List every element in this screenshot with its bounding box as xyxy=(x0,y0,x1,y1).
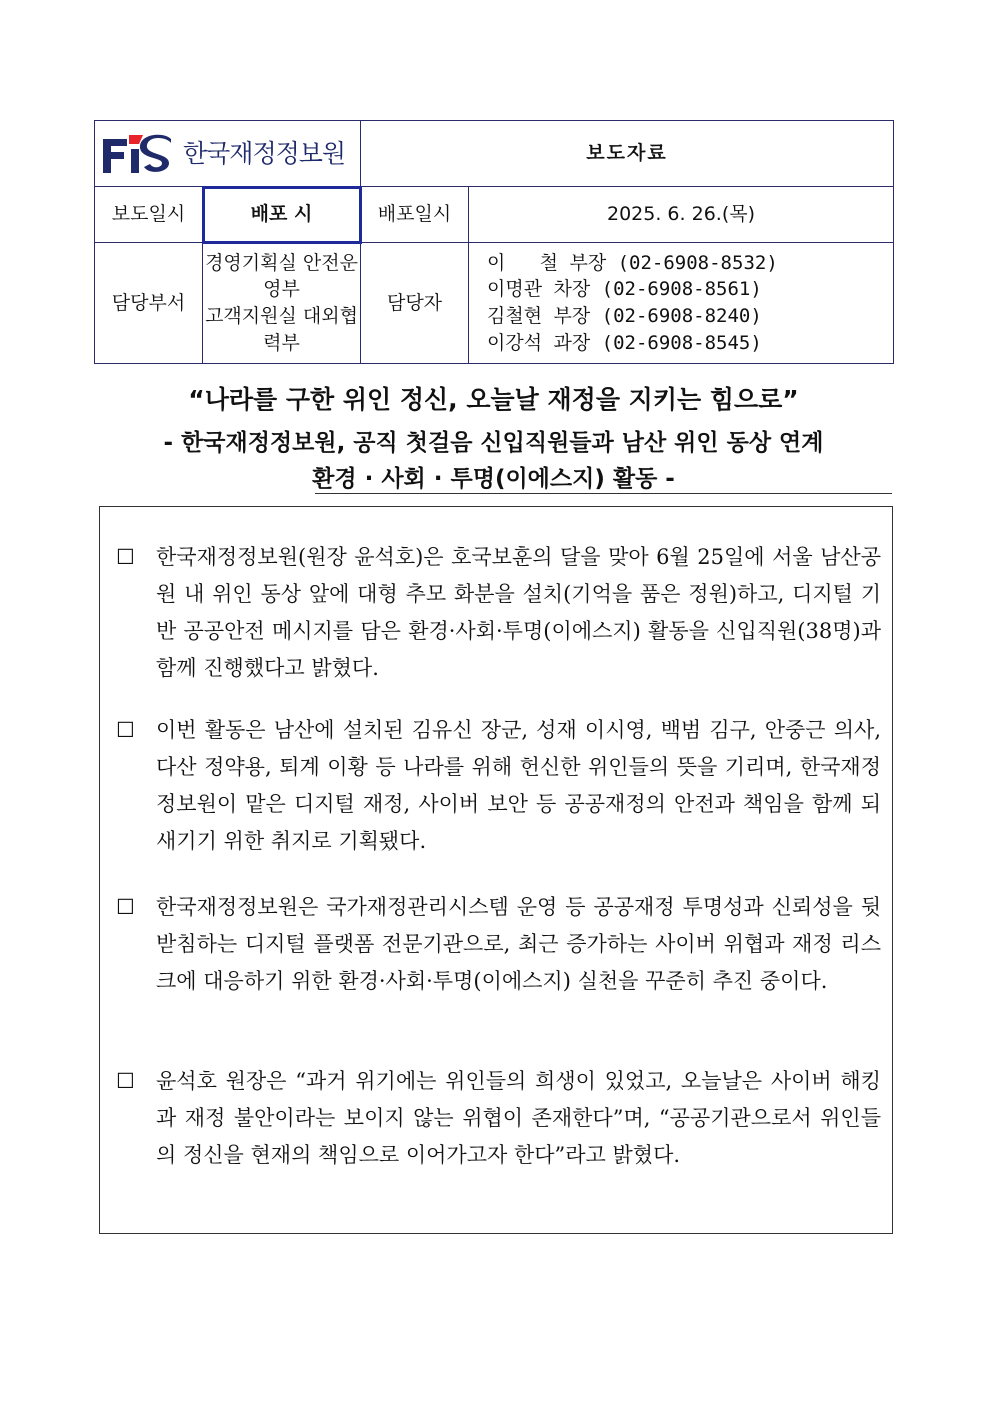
paragraph-text: 이번 활동은 남산에 설치된 김유신 장군, 성재 이시영, 백범 김구, 안중근 의사, 다산 정약용, 퇴계 이황 등 나라를 위해 헌신한 위인들의 뜻을 기리며, 한국재정정보원이 맡은 디지털 재정, 사이버 보안 등 공공재정의 안전과 책임을 함께 되새기기 위한 취지로 기획됐다. xyxy=(156,718,881,853)
headline-sub-1: - 한국재정정보원, 공직 첫걸음 신입직원들과 남산 위인 동상 연계 xyxy=(163,430,824,456)
paragraph-4 xyxy=(116,1063,881,1174)
headline-main: “나라를 구한 위인 정신, 오늘날 재정을 지키는 힘으로” xyxy=(188,385,799,414)
contact-item: 김철현 부장 (02-6908-8240) xyxy=(487,305,762,327)
contact-list xyxy=(469,243,894,364)
dept-line-1: 경영기획실 안전운영부 xyxy=(205,251,358,301)
contact-item: 이 철 부장 (02-6908-8532) xyxy=(487,251,778,274)
doc-title: 보도자료 xyxy=(361,121,894,187)
checkbox-bullet-icon: ☐ xyxy=(116,895,135,919)
body-box xyxy=(99,506,893,1234)
paragraph-1 xyxy=(116,539,881,687)
paragraph-text: 한국재정정보원은 국가재정관리시스템 운영 등 공공재정 투명성과 신뢰성을 뒷받침하는 디지털 플랫폼 전문기관으로, 최근 증가하는 사이버 위협과 재정 리스크에 대응하기 위한 환경·사회·투명(이에스지) 실천을 꾸준히 추진 중이다. xyxy=(156,895,881,993)
contact-label: 담당자 xyxy=(361,243,469,364)
org-name: 한국재정정보원 xyxy=(183,139,346,168)
dept-line-2: 고객지원실 대외협력부 xyxy=(205,305,358,354)
paragraph-2 xyxy=(116,712,881,860)
dept-label: 담당부서 xyxy=(95,243,203,364)
checkbox-bullet-icon: ☐ xyxy=(116,718,135,742)
checkbox-bullet-icon: ☐ xyxy=(116,1069,135,1093)
release-value: 배포 시 xyxy=(203,187,361,243)
dist-value: 2025. 6. 26.(목) xyxy=(469,187,894,243)
paragraph-3 xyxy=(116,889,881,1000)
release-label: 보도일시 xyxy=(95,187,203,243)
paragraph-text: 윤석호 원장은 “과거 위기에는 위인들의 희생이 있었고, 오늘날은 사이버 해킹과 재정 불안이라는 보이지 않는 위협이 존재한다”며, “공공기관으로서 위인들의 정신을 현재의 책임으로 이어가고자 한다”라고 밝혔다. xyxy=(156,1069,881,1167)
contact-item: 이명관 차장 (02-6908-8561) xyxy=(487,278,762,301)
checkbox-bullet-icon: ☐ xyxy=(116,545,135,569)
headline-sub-2: 환경 · 사회 · 투명(이에스지) 활동 - xyxy=(312,466,675,492)
headline-divider xyxy=(315,493,892,494)
dept-value xyxy=(203,243,361,364)
dist-label: 배포일시 xyxy=(361,187,469,243)
paragraph-text: 한국재정정보원(원장 윤석호)은 호국보훈의 달을 맞아 6월 25일에 서울 남산공원 내 위인 동상 앞에 대형 추모 화분을 설치(기억을 품은 정원)하고, 디지털 기반 공공안전 메시지를 담은 환경·사회·투명(이에스지) 활동을 신입직원(38명)과 함께 진행했다고 밝혔다. xyxy=(156,545,881,680)
contact-item: 이강석 과장 (02-6908-8545) xyxy=(487,331,762,354)
fis-logo-icon xyxy=(99,131,177,177)
logo-cell xyxy=(95,121,361,187)
header-table xyxy=(94,120,894,364)
